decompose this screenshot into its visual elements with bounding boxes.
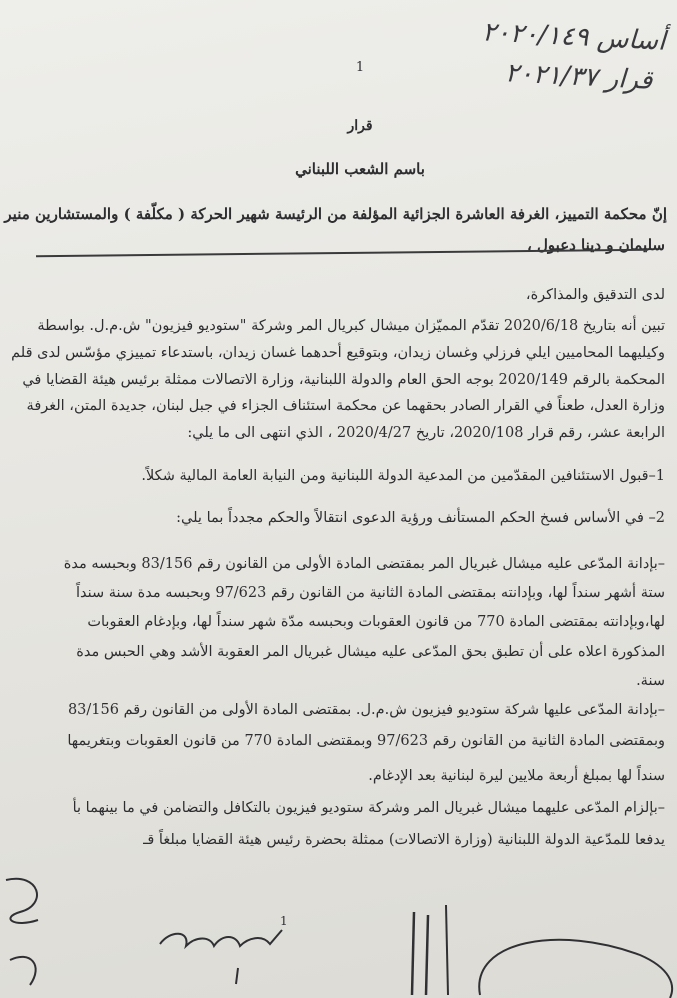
body-line: سنة.: [636, 673, 665, 689]
body-line: 1–قبول الاستئنافين المقدّمين من المدعية الدولة اللبنانية ومن النيابة العامة المالية شكلاً.: [141, 468, 665, 484]
page-number-top: 1: [355, 60, 365, 75]
body-line: –بإلزام المدّعى عليهما ميشال غبريال المر وشركة ستوديو فيزيون بالتكافل والتضامن في ما بينهما بأ: [72, 800, 665, 816]
signature-vertical-stroke-3: [446, 905, 448, 995]
document-subtitle: باسم الشعب اللبناني: [295, 160, 425, 178]
body-line: ستة أشهر سنداً لها، وبإدانته بمقتضى المادة الثانية من القانون رقم 97/623 وبحبسه مدة سنة سنداً: [75, 585, 665, 601]
signature-left-hook: [10, 957, 36, 985]
body-line: يدفعا للمدّعية الدولة اللبنانية (وزارة الاتصالات) ممثلة بحضرة رئيس هيئة القضايا مبلغاً قـ: [143, 832, 665, 848]
body-line: المذكورة اعلاه على أن تطبق بحق المدّعى عليه ميشال غبريال المر العقوبة الأشد وهي الحبس مدة: [76, 644, 665, 660]
body-line: وبمقتضى المادة الثانية من القانون رقم 97/623 وبمقتضى المادة 770 من قانون العقوبات وبتغريمها: [67, 733, 665, 749]
intro-line-1: إنّ محكمة التمييز، الغرفة العاشرة الجزائية المؤلفة من الرئيسة شهير الحركة ( مكلّفة ) والمستشارين منير: [4, 205, 667, 223]
signature-left-scribble: [6, 879, 38, 923]
body-line: المحكمة بالرقم 2020/149 بوجه الحق العام والدولة اللبنانية، وزارة الاتصالات ممثلة برئيس هيئة القضايا في: [22, 372, 665, 388]
handwritten-decision-number: قرار ٢٠٢١/٣٧: [504, 58, 654, 96]
document-title: قرار: [347, 118, 373, 134]
body-line: –بإدانة المدّعى عليها شركة ستوديو فيزيون ش.م.ل. بمقتضى المادة الأولى من القانون رقم 83/156: [67, 702, 665, 718]
signature-vertical-stroke-1: [412, 912, 414, 995]
footer-page-number: 1: [280, 914, 288, 928]
intro-line-2: سليمان و دينا دعبول ،: [526, 236, 665, 254]
body-line: لدى التدقيق والمذاكرة،: [525, 287, 665, 303]
body-line: لها،وبإدانته بمقتضى المادة 770 من قانون العقوبات وبحبسه مدّة شهر سنداً لها، وبإدغام العقوبات: [87, 614, 665, 630]
body-line: الرابعة عشر، رقم قرار 2020/108، تاريخ 2020/4/27 ، الذي انتهى الى ما يلي:: [187, 425, 665, 441]
handwritten-case-number: أساس ٢٠٢٠/١٤٩: [481, 17, 667, 57]
signature-vertical-stroke-2: [426, 915, 428, 995]
body-line: وزارة العدل، طعناً في القرار الصادر بحقهما عن محكمة استئناف الجزاء في جبل لبنان، جديدة المتن، الغرفة: [26, 398, 665, 414]
body-line: وكيليهما المحاميين ايلي فرزلي وغسان زيدان، وبتوقيع أحدهما غسان زيدان، باستدعاء تمييزي مؤسّس لدى قلم: [11, 345, 665, 361]
signature-center: [160, 930, 282, 946]
body-line: 2– في الأساس فسخ الحكم المستأنف ورؤية الدعوى انتقالاً والحكم مجدداً بما يلي:: [176, 510, 665, 526]
body-line: سنداً لها بمبلغ أربعة ملايين ليرة لبنانية بعد الإدغام.: [368, 768, 665, 784]
signature-center-tick: [236, 968, 238, 984]
body-line: تبين أنه بتاريخ 2020/6/18 تقدّم المميّزان ميشال كبريال المر وشركة "ستوديو فيزيون" ش.م.ل. بواسطة: [37, 318, 665, 334]
body-line: –بإدانة المدّعى عليه ميشال غبريال المر بمقتضى المادة الأولى من القانون رقم 83/156 وبحبسه مدة: [63, 556, 665, 572]
signature-right-loop: [479, 940, 672, 998]
